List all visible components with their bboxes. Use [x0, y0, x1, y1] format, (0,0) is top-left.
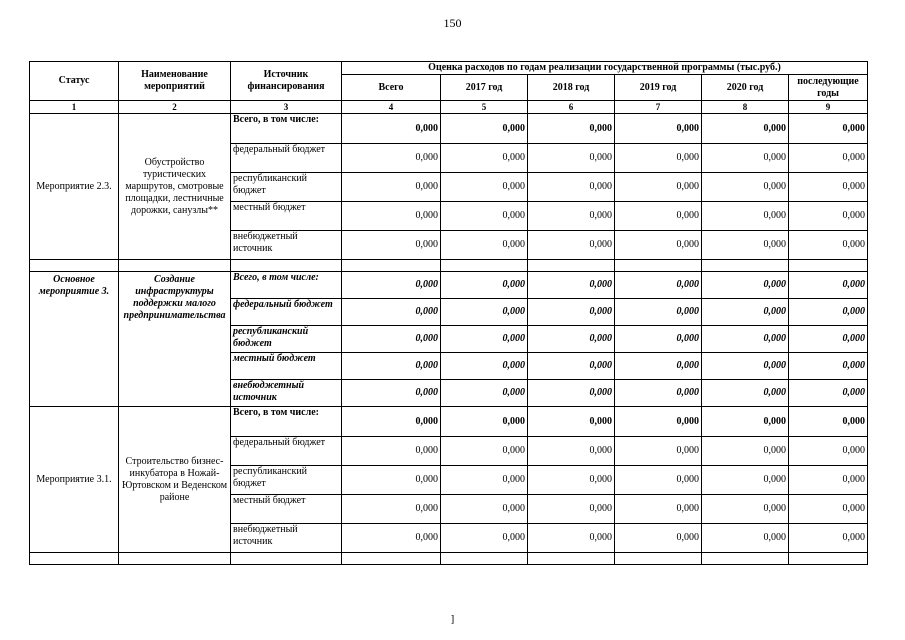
value-cell: 0,000: [342, 437, 441, 466]
value-cell: 0,000: [528, 437, 615, 466]
source-cell: федеральный бюджет: [231, 299, 342, 326]
value-cell: 0,000: [441, 173, 528, 202]
table-row: [30, 407, 868, 437]
value-cell: 0,000: [615, 299, 702, 326]
value-cell: 0,000: [789, 380, 868, 407]
header-year-2019: 2019 год: [615, 75, 702, 101]
value-cell: 0,000: [342, 380, 441, 407]
column-number: 3: [231, 101, 342, 114]
source-cell: республиканский бюджет: [231, 466, 342, 495]
value-cell: 0,000: [528, 114, 615, 144]
status-cell: Мероприятие 2.3.: [30, 114, 119, 260]
value-cell: 0,000: [528, 495, 615, 524]
header-year-2020: 2020 год: [702, 75, 789, 101]
value-cell: 0,000: [441, 353, 528, 380]
value-cell: 0,000: [615, 380, 702, 407]
value-cell: 0,000: [615, 231, 702, 260]
value-cell: 0,000: [342, 202, 441, 231]
header-source: Источник финансирования: [231, 62, 342, 101]
source-cell: местный бюджет: [231, 353, 342, 380]
value-cell: 0,000: [702, 299, 789, 326]
value-cell: 0,000: [528, 524, 615, 553]
header-year-total: Всего: [342, 75, 441, 101]
source-cell: федеральный бюджет: [231, 144, 342, 173]
value-cell: 0,000: [615, 202, 702, 231]
table-row: [30, 272, 868, 299]
value-cell: 0,000: [702, 407, 789, 437]
value-cell: 0,000: [441, 437, 528, 466]
source-cell: внебюджетный источник: [231, 524, 342, 553]
value-cell: 0,000: [528, 353, 615, 380]
value-cell: 0,000: [789, 272, 868, 299]
status-cell: Мероприятие 3.1.: [30, 407, 119, 553]
footer-mark: ]: [450, 613, 455, 625]
source-cell: республиканский бюджет: [231, 173, 342, 202]
column-number: 9: [789, 101, 868, 114]
value-cell: 0,000: [342, 144, 441, 173]
value-cell: 0,000: [789, 495, 868, 524]
value-cell: 0,000: [441, 144, 528, 173]
value-cell: 0,000: [702, 380, 789, 407]
value-cell: 0,000: [615, 495, 702, 524]
value-cell: 0,000: [441, 326, 528, 353]
value-cell: 0,000: [342, 466, 441, 495]
value-cell: 0,000: [702, 114, 789, 144]
value-cell: 0,000: [615, 437, 702, 466]
value-cell: 0,000: [441, 114, 528, 144]
column-number: 4: [342, 101, 441, 114]
value-cell: 0,000: [615, 407, 702, 437]
column-numbers-row: [30, 101, 868, 114]
value-cell: 0,000: [342, 495, 441, 524]
column-number: 8: [702, 101, 789, 114]
value-cell: 0,000: [615, 466, 702, 495]
value-cell: 0,000: [441, 299, 528, 326]
value-cell: 0,000: [702, 524, 789, 553]
column-number: 1: [30, 101, 119, 114]
value-cell: 0,000: [789, 524, 868, 553]
spacer-row: [30, 260, 868, 272]
status-cell: Основное мероприятие 3.: [30, 272, 119, 407]
value-cell: 0,000: [702, 173, 789, 202]
value-cell: 0,000: [342, 173, 441, 202]
value-cell: 0,000: [702, 231, 789, 260]
source-cell: Всего, в том числе:: [231, 114, 342, 144]
value-cell: 0,000: [789, 407, 868, 437]
value-cell: 0,000: [528, 326, 615, 353]
value-cell: 0,000: [615, 272, 702, 299]
header-year-later: последующие годы: [789, 75, 868, 101]
value-cell: 0,000: [441, 466, 528, 495]
column-number: 2: [119, 101, 231, 114]
value-cell: 0,000: [789, 299, 868, 326]
value-cell: 0,000: [342, 326, 441, 353]
value-cell: 0,000: [441, 380, 528, 407]
value-cell: 0,000: [789, 173, 868, 202]
value-cell: 0,000: [342, 231, 441, 260]
value-cell: 0,000: [702, 202, 789, 231]
column-number: 6: [528, 101, 615, 114]
value-cell: 0,000: [702, 144, 789, 173]
table-row: [30, 114, 868, 144]
value-cell: 0,000: [615, 524, 702, 553]
value-cell: 0,000: [528, 202, 615, 231]
value-cell: 0,000: [441, 202, 528, 231]
measure-cell: Обустройство туристических маршрутов, смотровые площадки, лестничные дорожки, санузлы**: [119, 114, 231, 260]
budget-table: [29, 61, 868, 565]
column-number: 5: [441, 101, 528, 114]
value-cell: 0,000: [615, 353, 702, 380]
value-cell: 0,000: [342, 272, 441, 299]
value-cell: 0,000: [615, 144, 702, 173]
value-cell: 0,000: [702, 495, 789, 524]
value-cell: 0,000: [702, 272, 789, 299]
value-cell: 0,000: [342, 524, 441, 553]
header-year-2018: 2018 год: [528, 75, 615, 101]
value-cell: 0,000: [528, 466, 615, 495]
value-cell: 0,000: [528, 380, 615, 407]
value-cell: 0,000: [342, 114, 441, 144]
value-cell: 0,000: [528, 231, 615, 260]
value-cell: 0,000: [789, 466, 868, 495]
value-cell: 0,000: [528, 272, 615, 299]
value-cell: 0,000: [789, 326, 868, 353]
page-number: 150: [443, 16, 462, 30]
value-cell: 0,000: [702, 326, 789, 353]
source-cell: республиканский бюджет: [231, 326, 342, 353]
value-cell: 0,000: [702, 353, 789, 380]
source-cell: Всего, в том числе:: [231, 272, 342, 299]
value-cell: 0,000: [441, 524, 528, 553]
header-estimate-span: Оценка расходов по годам реализации государственной программы (тыс.руб.): [342, 62, 868, 75]
value-cell: 0,000: [342, 407, 441, 437]
value-cell: 0,000: [342, 299, 441, 326]
value-cell: 0,000: [615, 326, 702, 353]
value-cell: 0,000: [789, 231, 868, 260]
spacer-row: [30, 553, 868, 565]
column-number: 7: [615, 101, 702, 114]
value-cell: 0,000: [615, 114, 702, 144]
value-cell: 0,000: [615, 173, 702, 202]
value-cell: 0,000: [528, 173, 615, 202]
value-cell: 0,000: [789, 437, 868, 466]
source-cell: местный бюджет: [231, 495, 342, 524]
value-cell: 0,000: [528, 299, 615, 326]
source-cell: местный бюджет: [231, 202, 342, 231]
value-cell: 0,000: [789, 144, 868, 173]
measure-cell: Создание инфраструктуры поддержки малого предпринимательства: [119, 272, 231, 407]
value-cell: 0,000: [528, 144, 615, 173]
value-cell: 0,000: [528, 407, 615, 437]
source-cell: Всего, в том числе:: [231, 407, 342, 437]
value-cell: 0,000: [702, 466, 789, 495]
value-cell: 0,000: [441, 407, 528, 437]
source-cell: федеральный бюджет: [231, 437, 342, 466]
source-cell: внебюджетный источник: [231, 380, 342, 407]
value-cell: 0,000: [342, 353, 441, 380]
header-year-2017: 2017 год: [441, 75, 528, 101]
value-cell: 0,000: [789, 114, 868, 144]
header-measure: Наименование мероприятий: [119, 62, 231, 101]
value-cell: 0,000: [789, 353, 868, 380]
value-cell: 0,000: [441, 231, 528, 260]
value-cell: 0,000: [441, 495, 528, 524]
source-cell: внебюджетный источник: [231, 231, 342, 260]
value-cell: 0,000: [441, 272, 528, 299]
header-row: [30, 62, 868, 75]
header-status: Статус: [30, 62, 119, 101]
value-cell: 0,000: [702, 437, 789, 466]
value-cell: 0,000: [789, 202, 868, 231]
measure-cell: Строительство бизнес-инкубатора в Ножай-Юртовском и Веденском районе: [119, 407, 231, 553]
